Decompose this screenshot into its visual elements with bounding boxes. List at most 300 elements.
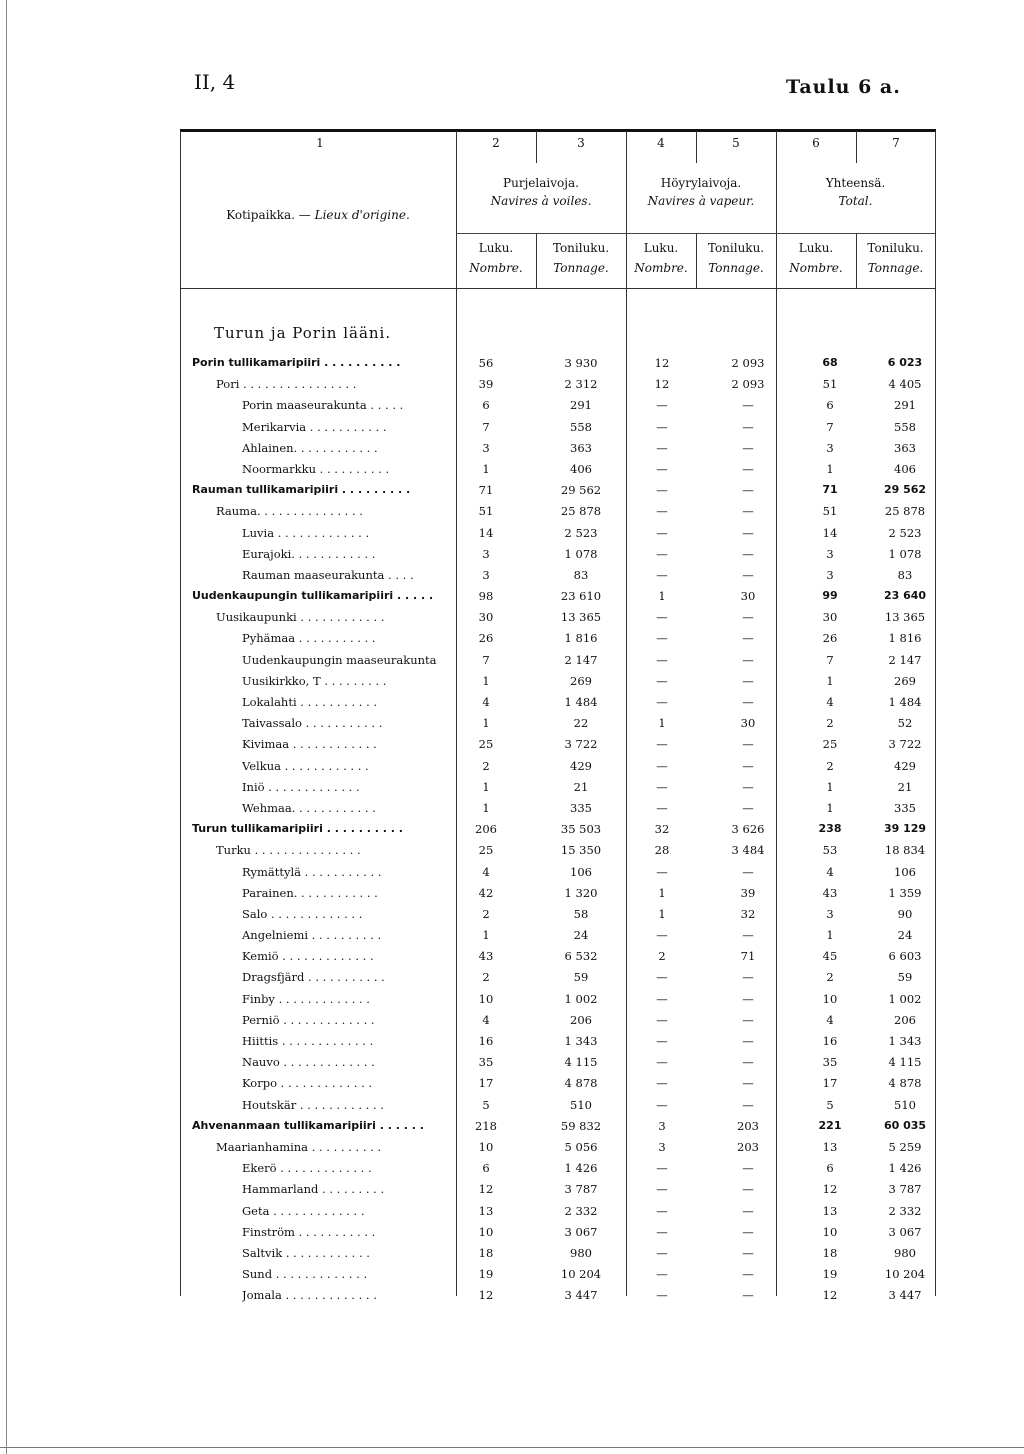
sail-count-cell: 42 [478, 885, 494, 900]
sail-count-cell: 19 [478, 1267, 494, 1282]
sail-count-cell: 3 [482, 440, 490, 455]
steam-tonnage-cell: — [742, 800, 754, 815]
table-row [180, 692, 936, 713]
place-name: Kemiö . . . . . . . . . . . . . [242, 949, 374, 964]
sail-tonnage-cell: 363 [570, 440, 592, 455]
steam-count-cell: — [656, 631, 668, 646]
steam-count-cell: — [656, 1097, 668, 1112]
place-name: Merikarvia . . . . . . . . . . . [242, 419, 387, 434]
table-row [180, 1031, 936, 1052]
sail-count-cell: 17 [478, 1076, 494, 1091]
steam-tonnage-cell: — [742, 758, 754, 773]
table-row [180, 1179, 936, 1200]
total-count-cell: 4 [826, 695, 834, 709]
tonnage-header: Toniluku. [707, 241, 765, 255]
place-name: Angelniemi . . . . . . . . . . [242, 928, 382, 943]
steam-count-cell: — [656, 737, 668, 752]
table-row [180, 925, 936, 946]
page-number: II, 4 [194, 70, 236, 94]
steam-tonnage-cell: 203 [737, 1118, 759, 1133]
sail-tonnage-cell: 23 610 [560, 589, 602, 604]
steam-count-cell: 3 [658, 1139, 666, 1154]
sail-tonnage-cell: 3 447 [564, 1288, 598, 1303]
total-count-cell: 12 [822, 1182, 838, 1197]
place-name: Velkua . . . . . . . . . . . . [242, 758, 369, 773]
sail-count-cell: 218 [475, 1118, 497, 1133]
sail-count-cell: 14 [478, 525, 494, 540]
sail-tonnage-cell: 1 002 [564, 991, 598, 1006]
place-name: Noormarkku . . . . . . . . . . [242, 461, 390, 476]
steam-count-cell: — [656, 779, 668, 794]
column-divider [536, 131, 537, 163]
steam-tonnage-cell: — [742, 779, 754, 794]
steam-count-cell: — [656, 1288, 668, 1303]
place-name: Perniö . . . . . . . . . . . . . [242, 1012, 375, 1027]
table-row [180, 523, 936, 544]
steam-tonnage-cell: — [742, 398, 754, 413]
table-row [180, 480, 936, 501]
sail-tonnage-cell: 5 056 [564, 1139, 598, 1154]
place-name: Porin maaseurakunta . . . . . [242, 398, 404, 413]
column-divider [856, 131, 857, 163]
column-number: 4 [657, 136, 665, 150]
sail-tonnage-cell: 291 [570, 398, 592, 413]
place-name: Lokalahti . . . . . . . . . . . [242, 695, 378, 709]
steam-tonnage-cell: — [742, 673, 754, 688]
sail-count-cell: 25 [478, 737, 494, 752]
steam-count-cell: 12 [654, 356, 670, 370]
place-name: Ahlainen. . . . . . . . . . . . [242, 440, 378, 455]
steam-count-cell: — [656, 1076, 668, 1091]
scan-margin-line [6, 0, 7, 1454]
table-row [180, 1285, 936, 1306]
place-name: Ekerö . . . . . . . . . . . . . [242, 1161, 372, 1176]
sailing-ships-header-fr: Navires à voiles. [490, 194, 592, 208]
table-row [180, 1264, 936, 1285]
steam-tonnage-cell: — [742, 695, 754, 709]
steam-count-cell: — [656, 800, 668, 815]
steam-tonnage-cell: 32 [740, 906, 756, 921]
place-name: Salo . . . . . . . . . . . . . [242, 906, 363, 921]
place-name: Rauman tullikamaripiiri . . . . . . . . . [192, 483, 411, 497]
total-count-cell: 35 [822, 1055, 838, 1070]
steam-count-cell: 28 [654, 843, 670, 858]
column-divider [696, 131, 697, 163]
total-count-cell: 1 [826, 928, 834, 943]
table-row [180, 544, 936, 565]
total-count-cell: 10 [822, 991, 838, 1006]
table-row [180, 501, 936, 522]
total-count-cell: 14 [822, 525, 838, 540]
place-name: Pori . . . . . . . . . . . . . . . . [216, 377, 357, 392]
total-count-cell: 7 [826, 652, 834, 667]
table-row [180, 1052, 936, 1073]
total-count-cell: 12 [822, 1288, 838, 1303]
sail-count-cell: 2 [482, 758, 490, 773]
sail-count-cell: 1 [482, 673, 490, 688]
place-name: Turku . . . . . . . . . . . . . . . [216, 843, 361, 858]
total-tonnage-cell: 1 343 [888, 1034, 922, 1048]
steam-count-cell: — [656, 398, 668, 413]
total-count-cell: 19 [822, 1267, 838, 1282]
sail-count-cell: 4 [482, 1012, 490, 1027]
sail-count-cell: 6 [482, 1161, 490, 1176]
place-name: Finström . . . . . . . . . . . [242, 1224, 376, 1239]
total-count-cell: 17 [822, 1076, 838, 1091]
total-tonnage-cell: 13 365 [884, 610, 926, 625]
table-row [180, 607, 936, 628]
count-header: Luku. [643, 241, 679, 255]
sail-count-cell: 7 [482, 419, 490, 434]
total-tonnage-cell: 1 078 [888, 546, 922, 561]
total-tonnage-cell: 10 204 [884, 1267, 926, 1282]
total-tonnage-cell: 39 129 [883, 822, 927, 836]
sail-count-cell: 1 [482, 779, 490, 794]
steam-tonnage-cell: — [742, 631, 754, 646]
place-name: Parainen. . . . . . . . . . . . [242, 885, 378, 900]
total-count-cell: 16 [822, 1034, 838, 1048]
total-count-cell: 25 [822, 737, 838, 752]
table-row [180, 1073, 936, 1094]
total-count-cell: 1 [826, 673, 834, 688]
tonnage-header-fr: Tonnage. [867, 261, 924, 275]
steam-count-cell: — [656, 1245, 668, 1260]
steam-count-cell: — [656, 970, 668, 985]
scan-footer-line [0, 1447, 1024, 1448]
total-tonnage-cell: 1 002 [888, 991, 922, 1006]
steam-tonnage-cell: — [742, 1097, 754, 1112]
steam-tonnage-cell: 71 [740, 949, 756, 964]
steam-tonnage-cell: — [742, 1034, 754, 1048]
steam-count-cell: 2 [658, 949, 666, 964]
sail-tonnage-cell: 22 [573, 716, 589, 731]
steam-count-cell: — [656, 928, 668, 943]
total-count-cell: 5 [826, 1097, 834, 1112]
sail-tonnage-cell: 2 147 [564, 652, 598, 667]
table-row [180, 1137, 936, 1158]
steam-count-cell: — [656, 758, 668, 773]
steam-count-cell: — [656, 1267, 668, 1282]
total-tonnage-cell: 21 [897, 779, 913, 794]
steam-tonnage-cell: — [742, 419, 754, 434]
total-tonnage-cell: 2 147 [888, 652, 922, 667]
section-title: Turun ja Porin lääni. [214, 324, 392, 342]
table-top-rule [180, 129, 936, 132]
place-name: Iniö . . . . . . . . . . . . . [242, 779, 360, 794]
total-tonnage-cell: 4 878 [888, 1076, 922, 1091]
tonnage-header: Toniluku. [867, 241, 924, 255]
count-header-fr: Nombre. [789, 261, 843, 275]
sail-tonnage-cell: 1 320 [564, 885, 598, 900]
total-header-fr: Total. [838, 194, 873, 208]
table-row [180, 1243, 936, 1264]
steam-tonnage-cell: 3 626 [731, 822, 765, 837]
table-row [180, 438, 936, 459]
tonnage-header-fr: Tonnage. [553, 261, 609, 275]
place-name: Korpo . . . . . . . . . . . . . [242, 1076, 373, 1091]
total-tonnage-cell: 406 [894, 461, 916, 476]
sail-tonnage-cell: 2 312 [564, 377, 598, 392]
tonnage-header-fr: Tonnage. [708, 261, 764, 275]
table-row [180, 417, 936, 438]
place-name: Finby . . . . . . . . . . . . . [242, 991, 370, 1006]
place-name: Maarianhamina . . . . . . . . . . [216, 1139, 382, 1154]
table-row [180, 1201, 936, 1222]
place-name: Rauman maaseurakunta . . . . [242, 567, 414, 582]
sail-count-cell: 12 [478, 1288, 494, 1303]
sailing-ships-header: Purjelaivoja. [503, 176, 579, 190]
place-name: Hiittis . . . . . . . . . . . . . [242, 1034, 374, 1048]
steam-tonnage-cell: — [742, 1224, 754, 1239]
total-tonnage-cell: 3 787 [888, 1182, 922, 1197]
table-row [180, 1222, 936, 1243]
total-tonnage-cell: 335 [894, 800, 916, 815]
sail-count-cell: 26 [478, 631, 494, 646]
total-count-cell: 45 [822, 949, 838, 964]
total-tonnage-cell: 18 834 [884, 843, 926, 858]
steam-tonnage-cell: — [742, 1161, 754, 1176]
table-row [180, 1010, 936, 1031]
sail-count-cell: 10 [478, 1139, 494, 1154]
total-count-cell: 238 [818, 822, 842, 836]
steam-tonnage-cell: — [742, 1076, 754, 1091]
steam-count-cell: — [656, 1203, 668, 1218]
sail-tonnage-cell: 3 722 [564, 737, 598, 752]
sail-tonnage-cell: 3 930 [564, 356, 598, 370]
sail-tonnage-cell: 510 [570, 1097, 592, 1112]
total-tonnage-cell: 1 426 [888, 1161, 922, 1176]
sail-count-cell: 3 [482, 567, 490, 582]
steam-count-cell: — [656, 546, 668, 561]
total-count-cell: 3 [826, 906, 834, 921]
table-row [180, 904, 936, 925]
steam-tonnage-cell: 30 [740, 589, 756, 604]
sail-tonnage-cell: 24 [573, 928, 589, 943]
sail-tonnage-cell: 1 426 [564, 1161, 598, 1176]
place-name: Rymättylä . . . . . . . . . . . [242, 864, 382, 879]
total-tonnage-cell: 3 722 [888, 737, 922, 752]
total-tonnage-cell: 5 259 [888, 1139, 922, 1154]
header-group-rule [626, 233, 776, 234]
steam-tonnage-cell: 2 093 [731, 356, 765, 370]
sail-count-cell: 1 [482, 928, 490, 943]
sail-tonnage-cell: 406 [570, 461, 592, 476]
steam-tonnage-cell: — [742, 610, 754, 625]
sail-tonnage-cell: 59 832 [560, 1118, 602, 1133]
steam-tonnage-cell: — [742, 737, 754, 752]
total-count-cell: 6 [826, 1161, 834, 1176]
table-row [180, 586, 936, 607]
count-header: Luku. [478, 241, 514, 255]
total-tonnage-cell: 510 [894, 1097, 916, 1112]
steam-tonnage-cell: — [742, 461, 754, 476]
table-row [180, 756, 936, 777]
table-row [180, 946, 936, 967]
total-tonnage-cell: 269 [894, 673, 916, 688]
sail-count-cell: 1 [482, 800, 490, 815]
total-count-cell: 1 [826, 800, 834, 815]
total-count-cell: 53 [822, 843, 838, 858]
steam-tonnage-cell: — [742, 440, 754, 455]
steam-tonnage-cell: — [742, 483, 754, 498]
place-name: Taivassalo . . . . . . . . . . . [242, 716, 383, 731]
steamships-header: Höyrylaivoja. [660, 176, 742, 190]
sail-count-cell: 56 [478, 356, 494, 370]
sail-tonnage-cell: 106 [570, 864, 592, 879]
total-tonnage-cell: 3 067 [888, 1224, 922, 1239]
total-tonnage-cell: 2 523 [888, 525, 922, 540]
sail-count-cell: 2 [482, 906, 490, 921]
header-group-rule [456, 233, 626, 234]
total-tonnage-cell: 363 [894, 440, 916, 455]
table-row [180, 989, 936, 1010]
sail-count-cell: 35 [478, 1055, 494, 1070]
total-count-cell: 51 [822, 504, 838, 519]
column-number: 7 [892, 136, 900, 150]
place-name: Ahvenanmaan tullikamaripiiri . . . . . . [192, 1118, 424, 1132]
sail-tonnage-cell: 58 [573, 906, 589, 921]
total-tonnage-cell: 4 115 [888, 1055, 922, 1070]
column-number: 2 [492, 136, 500, 150]
table-row [180, 650, 936, 671]
steam-count-cell: — [656, 525, 668, 540]
sail-tonnage-cell: 3 067 [564, 1224, 598, 1239]
steam-tonnage-cell: — [742, 546, 754, 561]
total-count-cell: 13 [822, 1139, 838, 1154]
sail-tonnage-cell: 1 343 [564, 1034, 598, 1048]
table-row [180, 671, 936, 692]
total-count-cell: 4 [826, 864, 834, 879]
place-name: Nauvo . . . . . . . . . . . . . [242, 1055, 375, 1070]
total-header: Yhteensä. [825, 176, 886, 190]
sail-tonnage-cell: 1 484 [564, 695, 598, 709]
place-name: Sund . . . . . . . . . . . . . [242, 1267, 368, 1282]
place-name: Rauma. . . . . . . . . . . . . . . [216, 504, 363, 519]
place-name: Eurajoki. . . . . . . . . . . . [242, 546, 376, 561]
total-count-cell: 43 [822, 885, 838, 900]
sail-tonnage-cell: 1 078 [564, 546, 598, 561]
header-group-rule [776, 233, 935, 234]
sail-tonnage-cell: 10 204 [560, 1267, 602, 1282]
total-count-cell: 7 [826, 419, 834, 434]
total-tonnage-cell: 29 562 [883, 483, 927, 497]
sail-tonnage-cell: 59 [573, 970, 589, 985]
column-number: 3 [577, 136, 585, 150]
steam-count-cell: 32 [654, 822, 670, 837]
total-tonnage-cell: 90 [897, 906, 913, 921]
sail-count-cell: 1 [482, 716, 490, 731]
table-body [180, 353, 936, 1306]
total-tonnage-cell: 25 878 [884, 504, 926, 519]
sail-count-cell: 4 [482, 695, 490, 709]
place-name: Uudenkaupungin maaseurakunta [242, 652, 437, 667]
sail-count-cell: 1 [482, 461, 490, 476]
total-tonnage-cell: 3 447 [888, 1288, 922, 1303]
table-row [180, 967, 936, 988]
table-row [180, 459, 936, 480]
total-tonnage-cell: 23 640 [883, 589, 927, 603]
total-tonnage-cell: 83 [897, 567, 913, 582]
total-count-cell: 26 [822, 631, 838, 646]
place-name: Uusikaupunki . . . . . . . . . . . . [216, 610, 385, 625]
sail-tonnage-cell: 1 816 [564, 631, 598, 646]
sail-count-cell: 25 [478, 843, 494, 858]
total-count-cell: 4 [826, 1012, 834, 1027]
steam-tonnage-cell: 203 [737, 1139, 759, 1154]
steam-count-cell: — [656, 440, 668, 455]
place-name: Hammarland . . . . . . . . . [242, 1182, 385, 1197]
total-count-cell: 221 [818, 1118, 842, 1132]
sail-tonnage-cell: 83 [573, 567, 589, 582]
steam-tonnage-cell: — [742, 1288, 754, 1303]
steam-count-cell: 3 [658, 1118, 666, 1133]
total-tonnage-cell: 558 [894, 419, 916, 434]
total-count-cell: 3 [826, 567, 834, 582]
steam-tonnage-cell: 2 093 [731, 377, 765, 392]
steam-tonnage-cell: — [742, 970, 754, 985]
total-count-cell: 3 [826, 546, 834, 561]
total-count-cell: 2 [826, 716, 834, 731]
steam-count-cell: — [656, 673, 668, 688]
steam-count-cell: — [656, 1182, 668, 1197]
sail-count-cell: 12 [478, 1182, 494, 1197]
sail-tonnage-cell: 35 503 [560, 822, 602, 837]
count-header-fr: Nombre. [634, 261, 688, 275]
steam-tonnage-cell: — [742, 567, 754, 582]
table-row [180, 1116, 936, 1137]
sail-tonnage-cell: 2 332 [564, 1203, 598, 1218]
steam-count-cell: — [656, 567, 668, 582]
total-count-cell: 68 [822, 356, 838, 369]
steam-count-cell: 12 [654, 377, 670, 392]
header-bottom-rule [180, 288, 936, 289]
table-row [180, 713, 936, 734]
total-tonnage-cell: 59 [897, 970, 913, 985]
total-tonnage-cell: 4 405 [888, 377, 922, 392]
steam-count-cell: — [656, 864, 668, 879]
sail-count-cell: 16 [478, 1034, 494, 1048]
total-count-cell: 30 [822, 610, 838, 625]
total-tonnage-cell: 106 [894, 864, 916, 879]
steam-count-cell: — [656, 483, 668, 498]
place-name: Pyhämaa . . . . . . . . . . . [242, 631, 376, 646]
steam-tonnage-cell: — [742, 1055, 754, 1070]
table-row [180, 1158, 936, 1179]
steam-count-cell: 1 [658, 885, 666, 900]
steam-tonnage-cell: 30 [740, 716, 756, 731]
total-tonnage-cell: 2 332 [888, 1203, 922, 1218]
sail-tonnage-cell: 2 523 [564, 525, 598, 540]
total-tonnage-cell: 206 [894, 1012, 916, 1027]
steam-tonnage-cell: — [742, 525, 754, 540]
table-row [180, 883, 936, 904]
steam-tonnage-cell: — [742, 928, 754, 943]
table-row [180, 819, 936, 840]
sail-tonnage-cell: 29 562 [560, 483, 602, 498]
sail-count-cell: 206 [475, 822, 497, 837]
sail-tonnage-cell: 6 532 [564, 949, 598, 964]
count-header-fr: Nombre. [469, 261, 523, 275]
origin-header-fi: Kotipaikka. — [226, 208, 311, 222]
sail-tonnage-cell: 558 [570, 419, 592, 434]
total-count-cell: 99 [822, 589, 838, 603]
sail-tonnage-cell: 15 350 [560, 843, 602, 858]
steam-tonnage-cell: — [742, 652, 754, 667]
place-name: Turun tullikamaripiiri . . . . . . . . . . [192, 822, 403, 836]
table-row [180, 798, 936, 819]
table-row [180, 862, 936, 883]
steam-count-cell: 1 [658, 716, 666, 731]
